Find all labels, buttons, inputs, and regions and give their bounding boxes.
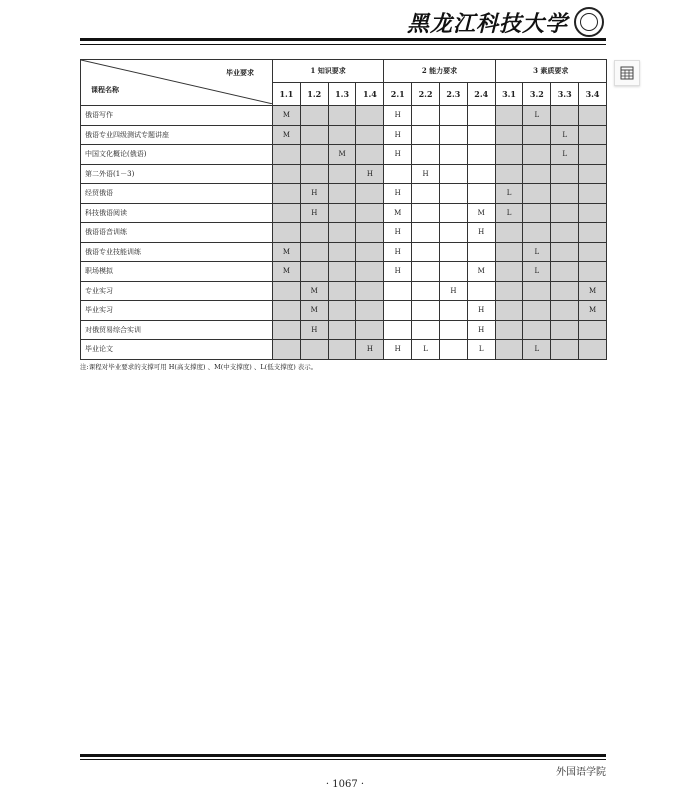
- course-name: 俄语专业技能训练: [81, 242, 273, 262]
- support-level-cell: [356, 242, 384, 262]
- support-level-cell: [273, 203, 301, 223]
- header-rule-thick: [80, 38, 606, 41]
- table-note: 注:课程对毕业要求的支撑可用 H(高支撑度) 、M(中支撑度) 、L(低支撑度) 表示。: [80, 363, 318, 371]
- support-level-cell: [328, 262, 356, 282]
- column-header: 1.2: [300, 83, 328, 106]
- support-level-cell: [579, 223, 607, 243]
- support-level-cell: M: [300, 301, 328, 321]
- support-level-cell: [439, 262, 467, 282]
- column-header: 2.2: [412, 83, 440, 106]
- table-row: [81, 145, 607, 165]
- column-header: 1.4: [356, 83, 384, 106]
- support-level-cell: [328, 184, 356, 204]
- support-level-cell: [495, 223, 523, 243]
- support-level-cell: [412, 203, 440, 223]
- support-level-cell: [579, 203, 607, 223]
- support-level-cell: M: [273, 262, 301, 282]
- footer-rule-thin: [80, 759, 606, 760]
- course-name: 职场模拟: [81, 262, 273, 282]
- support-level-cell: [273, 301, 301, 321]
- support-level-cell: L: [467, 340, 495, 360]
- support-level-cell: [495, 125, 523, 145]
- support-level-cell: [579, 125, 607, 145]
- table-row: [81, 125, 607, 145]
- support-level-cell: [439, 223, 467, 243]
- support-level-cell: L: [523, 106, 551, 126]
- support-level-cell: [356, 184, 384, 204]
- support-level-cell: [495, 145, 523, 165]
- support-level-cell: [300, 145, 328, 165]
- table-row: [81, 184, 607, 204]
- table-row: [81, 106, 607, 126]
- support-level-cell: [467, 125, 495, 145]
- table-row: [81, 320, 607, 340]
- support-level-cell: L: [523, 262, 551, 282]
- table-row: [81, 340, 607, 360]
- support-level-cell: [328, 320, 356, 340]
- support-level-cell: [523, 184, 551, 204]
- support-level-cell: [300, 242, 328, 262]
- support-level-cell: [523, 125, 551, 145]
- support-level-cell: [523, 320, 551, 340]
- table-row: [81, 203, 607, 223]
- support-level-cell: L: [495, 203, 523, 223]
- support-level-cell: [412, 223, 440, 243]
- support-level-cell: [300, 262, 328, 282]
- support-level-cell: [579, 106, 607, 126]
- support-level-cell: H: [384, 262, 412, 282]
- support-level-cell: M: [579, 301, 607, 321]
- support-level-cell: [579, 164, 607, 184]
- column-header: 3.4: [579, 83, 607, 106]
- support-level-cell: M: [273, 106, 301, 126]
- support-level-cell: [356, 281, 384, 301]
- footer-rule-thick: [80, 754, 606, 757]
- support-level-cell: [579, 184, 607, 204]
- support-level-cell: [300, 106, 328, 126]
- support-level-cell: M: [467, 262, 495, 282]
- support-level-cell: M: [273, 125, 301, 145]
- support-level-cell: H: [384, 340, 412, 360]
- support-level-cell: [384, 301, 412, 321]
- column-header: 2.4: [467, 83, 495, 106]
- table-row: [81, 164, 607, 184]
- support-level-cell: H: [384, 125, 412, 145]
- table-row: [81, 301, 607, 321]
- group-header: 3 素质要求: [495, 60, 606, 83]
- support-level-cell: [495, 262, 523, 282]
- support-level-cell: H: [300, 320, 328, 340]
- header-requirements-label: 毕业要求: [226, 68, 254, 77]
- support-level-cell: [523, 281, 551, 301]
- table-row: [81, 281, 607, 301]
- support-level-cell: M: [467, 203, 495, 223]
- support-level-cell: [356, 106, 384, 126]
- support-level-cell: [551, 281, 579, 301]
- table-row: [81, 262, 607, 282]
- support-level-cell: [412, 125, 440, 145]
- support-level-cell: [356, 125, 384, 145]
- support-level-cell: [551, 203, 579, 223]
- support-level-cell: [439, 145, 467, 165]
- support-level-cell: [384, 320, 412, 340]
- support-level-cell: [412, 145, 440, 165]
- support-level-cell: [551, 164, 579, 184]
- support-level-cell: [551, 184, 579, 204]
- table-grid-icon[interactable]: [614, 60, 640, 86]
- support-level-cell: M: [273, 242, 301, 262]
- support-level-cell: [439, 184, 467, 204]
- support-level-cell: H: [412, 164, 440, 184]
- support-level-cell: [384, 164, 412, 184]
- support-level-cell: [439, 340, 467, 360]
- support-level-cell: H: [467, 320, 495, 340]
- support-level-cell: [495, 340, 523, 360]
- support-level-cell: [467, 145, 495, 165]
- support-level-cell: [439, 203, 467, 223]
- support-level-cell: [356, 203, 384, 223]
- column-header: 2.3: [439, 83, 467, 106]
- support-level-cell: H: [384, 106, 412, 126]
- course-name: 经贸俄语: [81, 184, 273, 204]
- support-level-cell: H: [384, 184, 412, 204]
- support-level-cell: [523, 164, 551, 184]
- university-name: 黑龙江科技大学: [406, 10, 568, 37]
- course-name: 科技俄语阅读: [81, 203, 273, 223]
- course-name: 俄语写作: [81, 106, 273, 126]
- support-level-cell: [467, 184, 495, 204]
- table-row: [81, 223, 607, 243]
- support-level-cell: [495, 320, 523, 340]
- support-level-cell: [412, 106, 440, 126]
- group-header: 1 知识要求: [273, 60, 384, 83]
- support-level-cell: [439, 164, 467, 184]
- course-name: 对俄贸易综合实训: [81, 320, 273, 340]
- column-header: 1.3: [328, 83, 356, 106]
- support-level-cell: [467, 106, 495, 126]
- support-level-cell: [551, 262, 579, 282]
- support-level-cell: [356, 145, 384, 165]
- support-level-cell: [412, 184, 440, 204]
- support-level-cell: [579, 145, 607, 165]
- support-level-cell: [439, 125, 467, 145]
- support-level-cell: H: [356, 164, 384, 184]
- course-name: 俄语语音训练: [81, 223, 273, 243]
- support-level-cell: [439, 242, 467, 262]
- support-level-cell: [300, 164, 328, 184]
- course-name: 毕业论文: [81, 340, 273, 360]
- support-level-cell: [467, 164, 495, 184]
- support-level-cell: [579, 320, 607, 340]
- support-level-cell: [551, 340, 579, 360]
- support-level-cell: [439, 320, 467, 340]
- support-level-cell: L: [523, 242, 551, 262]
- support-level-cell: [551, 301, 579, 321]
- support-level-cell: [523, 145, 551, 165]
- support-level-cell: [551, 242, 579, 262]
- support-level-cell: [356, 262, 384, 282]
- support-level-cell: [523, 203, 551, 223]
- column-header: 1.1: [273, 83, 301, 106]
- support-level-cell: [328, 106, 356, 126]
- support-level-cell: M: [300, 281, 328, 301]
- column-header: 3.1: [495, 83, 523, 106]
- support-level-cell: [328, 223, 356, 243]
- support-level-cell: [328, 164, 356, 184]
- course-name: 第二外语(1－3): [81, 164, 273, 184]
- table-row: [81, 242, 607, 262]
- support-level-cell: [495, 164, 523, 184]
- support-level-cell: [328, 203, 356, 223]
- support-level-cell: [412, 262, 440, 282]
- header-rule-thin: [80, 44, 606, 45]
- support-level-cell: M: [384, 203, 412, 223]
- support-level-cell: [495, 106, 523, 126]
- support-level-cell: L: [551, 145, 579, 165]
- support-level-cell: [439, 301, 467, 321]
- support-level-cell: [273, 340, 301, 360]
- support-level-cell: [412, 320, 440, 340]
- support-level-cell: [579, 242, 607, 262]
- support-level-cell: H: [384, 223, 412, 243]
- support-level-cell: [439, 106, 467, 126]
- support-level-cell: [273, 281, 301, 301]
- support-level-cell: H: [300, 184, 328, 204]
- university-logo: [407, 6, 604, 38]
- support-level-cell: [273, 145, 301, 165]
- support-level-cell: [467, 242, 495, 262]
- support-level-cell: H: [384, 145, 412, 165]
- support-level-cell: [412, 242, 440, 262]
- support-level-cell: [579, 262, 607, 282]
- group-header: 2 能力要求: [384, 60, 495, 83]
- support-level-cell: H: [467, 223, 495, 243]
- department-name: 外国语学院: [556, 767, 606, 778]
- support-level-cell: [300, 125, 328, 145]
- support-level-cell: [356, 301, 384, 321]
- support-level-cell: [523, 223, 551, 243]
- support-level-cell: M: [579, 281, 607, 301]
- support-level-cell: [273, 184, 301, 204]
- support-level-cell: [384, 281, 412, 301]
- support-level-cell: [467, 281, 495, 301]
- support-level-cell: [356, 320, 384, 340]
- support-level-cell: [300, 223, 328, 243]
- column-header: 2.1: [384, 83, 412, 106]
- support-level-cell: [579, 340, 607, 360]
- support-level-cell: H: [439, 281, 467, 301]
- support-level-cell: [328, 281, 356, 301]
- support-level-cell: [300, 340, 328, 360]
- university-seal-icon: [574, 7, 604, 37]
- support-level-cell: [273, 164, 301, 184]
- support-level-cell: [328, 125, 356, 145]
- diagonal-divider: [81, 60, 273, 104]
- support-level-cell: M: [328, 145, 356, 165]
- table-corner-header: [81, 60, 273, 106]
- course-name: 毕业实习: [81, 301, 273, 321]
- support-level-cell: L: [551, 125, 579, 145]
- course-name: 俄语专业四级测试专题讲座: [81, 125, 273, 145]
- support-level-cell: [495, 301, 523, 321]
- support-level-cell: [412, 301, 440, 321]
- support-level-cell: [328, 301, 356, 321]
- support-level-cell: H: [384, 242, 412, 262]
- support-level-cell: [551, 320, 579, 340]
- table-body: [81, 106, 607, 360]
- support-level-cell: [273, 320, 301, 340]
- support-level-cell: [328, 242, 356, 262]
- course-name: 中国文化概论(俄语): [81, 145, 273, 165]
- course-requirement-matrix: [80, 59, 607, 360]
- support-level-cell: L: [412, 340, 440, 360]
- support-level-cell: [551, 106, 579, 126]
- support-level-cell: [551, 223, 579, 243]
- support-level-cell: H: [467, 301, 495, 321]
- page-number: · 1067 ·: [325, 779, 365, 790]
- support-level-cell: [356, 223, 384, 243]
- column-header: 3.3: [551, 83, 579, 106]
- support-level-cell: [523, 301, 551, 321]
- support-level-cell: [495, 242, 523, 262]
- support-level-cell: H: [300, 203, 328, 223]
- course-name: 专业实习: [81, 281, 273, 301]
- support-level-cell: [273, 223, 301, 243]
- support-level-cell: L: [495, 184, 523, 204]
- support-level-cell: [412, 281, 440, 301]
- column-header: 3.2: [523, 83, 551, 106]
- support-level-cell: H: [356, 340, 384, 360]
- support-level-cell: [328, 340, 356, 360]
- header-course-label: 课程名称: [91, 85, 119, 94]
- support-level-cell: L: [523, 340, 551, 360]
- support-level-cell: [495, 281, 523, 301]
